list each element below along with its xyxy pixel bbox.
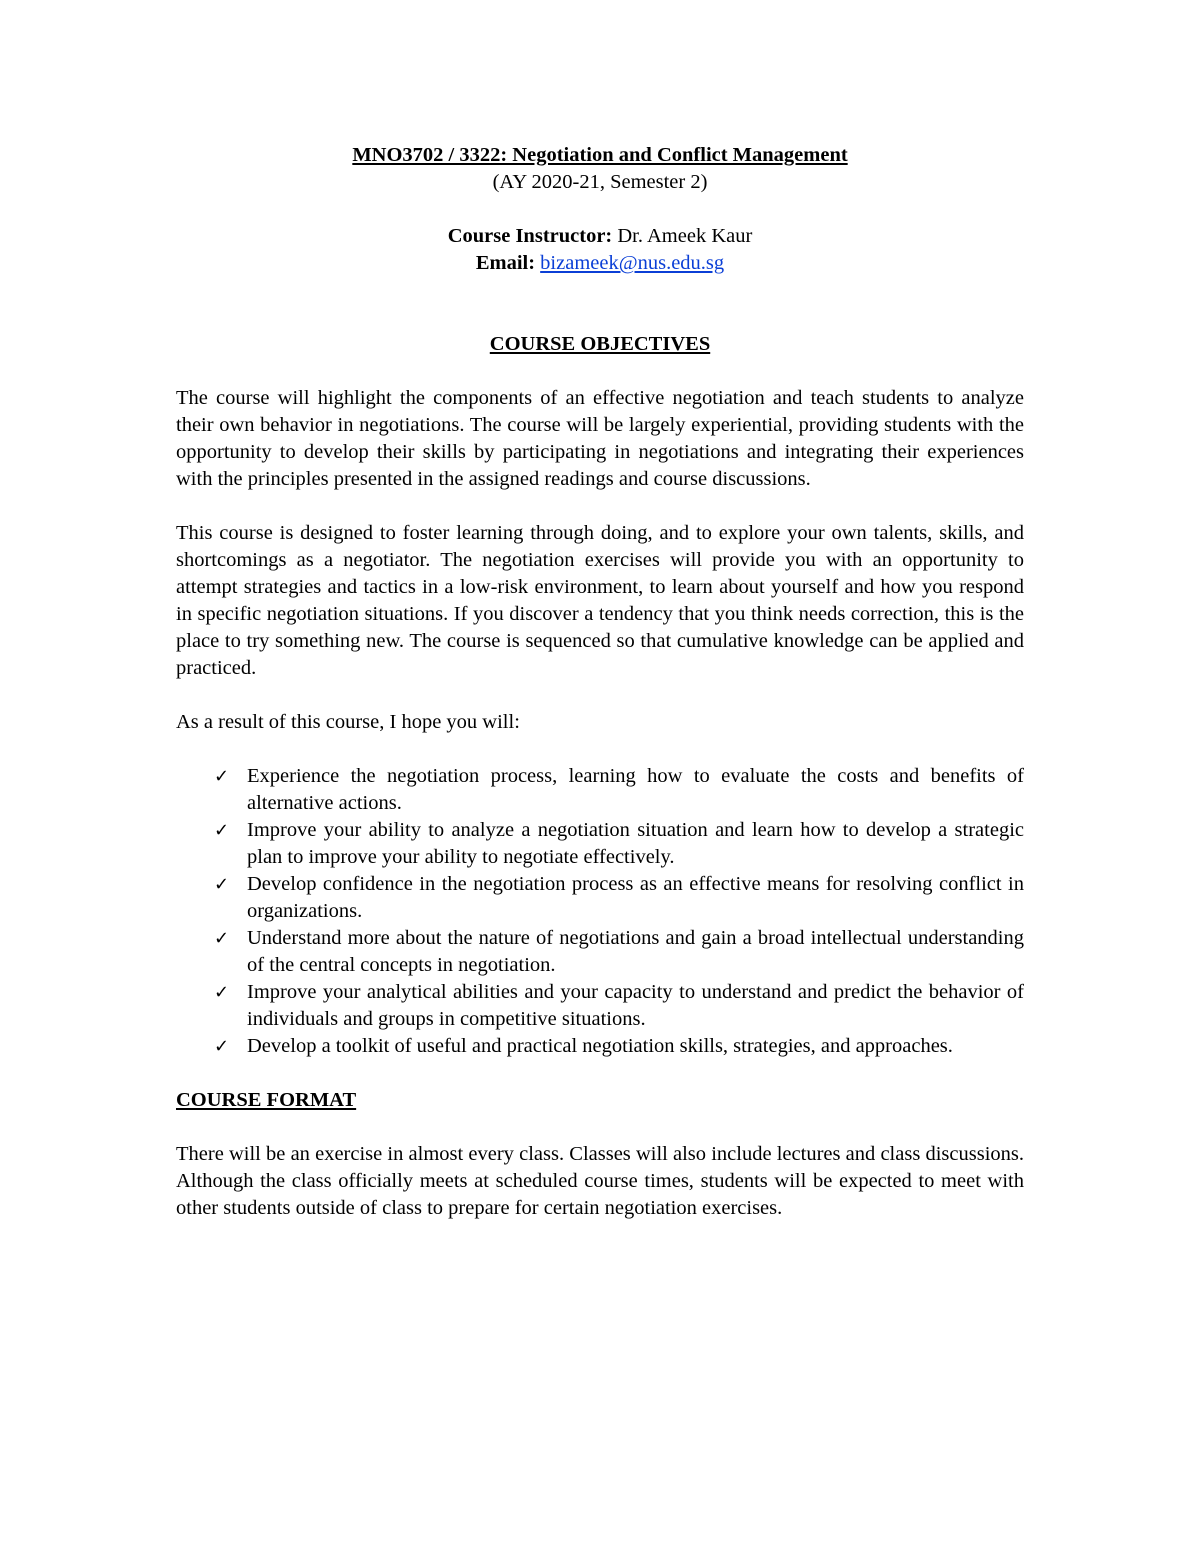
spacer — [176, 736, 1024, 763]
course-title: MNO3702 / 3322: Negotiation and Conflict Management — [352, 144, 848, 166]
email-line — [176, 250, 1024, 277]
objectives-intro: As a result of this course, I hope you will: — [176, 711, 520, 733]
spacer — [176, 1060, 1024, 1087]
format-heading: COURSE FORMAT — [176, 1089, 357, 1111]
list-item — [176, 925, 1024, 979]
list-item — [176, 1033, 1024, 1060]
email-link[interactable]: bizameek@nus.edu.sg — [540, 252, 725, 274]
objectives-list — [176, 763, 1024, 1060]
instructor-line — [176, 223, 1024, 250]
list-item — [176, 817, 1024, 871]
list-item-text: Improve your ability to analyze a negotiation situation and learn how to develop a strategic plan to improve your ability to negotiate effectively. — [247, 819, 1024, 868]
list-item — [176, 979, 1024, 1033]
objectives-paragraph-2: This course is designed to foster learning through doing, and to explore your own talents, skills, and shortcomings as a negotiator. The negotiation exercises will provide you with an opportunity to attempt strategies and tactics in a low-risk environment, to learn about yourself and how you respond in specific negotiation situations. If you discover a tendency that you think needs correction, this is the place to try something new. The course is sequenced so that cumulative knowledge can be applied and practiced. — [176, 522, 1024, 679]
email-label: Email: — [475, 252, 536, 274]
instructor-label: Course Instructor: — [447, 225, 613, 247]
course-term: (AY 2020-21, Semester 2) — [492, 171, 708, 193]
spacer — [176, 304, 1024, 331]
list-item — [176, 763, 1024, 817]
list-item-text: Improve your analytical abilities and your capacity to understand and predict the behavior of individuals and groups in competitive situations. — [247, 981, 1024, 1030]
checkmark-icon: ✓ — [214, 928, 230, 949]
instructor-name: Dr. Ameek Kaur — [612, 225, 753, 247]
list-item-text: Experience the negotiation process, learning how to evaluate the costs and benefits of alternative actions. — [247, 765, 1024, 814]
checkmark-icon: ✓ — [214, 1036, 230, 1057]
spacer — [176, 358, 1024, 385]
list-item — [176, 871, 1024, 925]
spacer — [176, 682, 1024, 709]
spacer — [176, 493, 1024, 520]
checkmark-icon: ✓ — [214, 874, 230, 895]
list-item-text: Understand more about the nature of negotiations and gain a broad intellectual understanding of the central concepts in negotiation. — [247, 927, 1024, 976]
objectives-paragraph-1: The course will highlight the components of an effective negotiation and teach students to analyze their own behavior in negotiations. The course will be largely experiential, providing students with the opportunity to develop their skills by participating in negotiations and integrating their experiences with the principles presented in the assigned readings and course discussions. — [176, 387, 1024, 490]
spacer — [176, 1114, 1024, 1141]
list-item-text: Develop confidence in the negotiation process as an effective means for resolving conflict in organizations. — [247, 873, 1024, 922]
document-page — [176, 142, 1024, 1222]
list-item-text: Develop a toolkit of useful and practical negotiation skills, strategies, and approaches. — [247, 1035, 953, 1057]
checkmark-icon: ✓ — [214, 766, 230, 787]
spacer — [176, 196, 1024, 223]
checkmark-icon: ✓ — [214, 982, 230, 1003]
checkmark-icon: ✓ — [214, 820, 230, 841]
format-paragraph: There will be an exercise in almost every class. Classes will also include lectures and class discussions. Although the class officially meets at scheduled course times, students will be expected to meet with other students outside of class to prepare for certain negotiation exercises. — [176, 1143, 1024, 1219]
objectives-heading: COURSE OBJECTIVES — [489, 333, 711, 355]
spacer — [176, 277, 1024, 304]
